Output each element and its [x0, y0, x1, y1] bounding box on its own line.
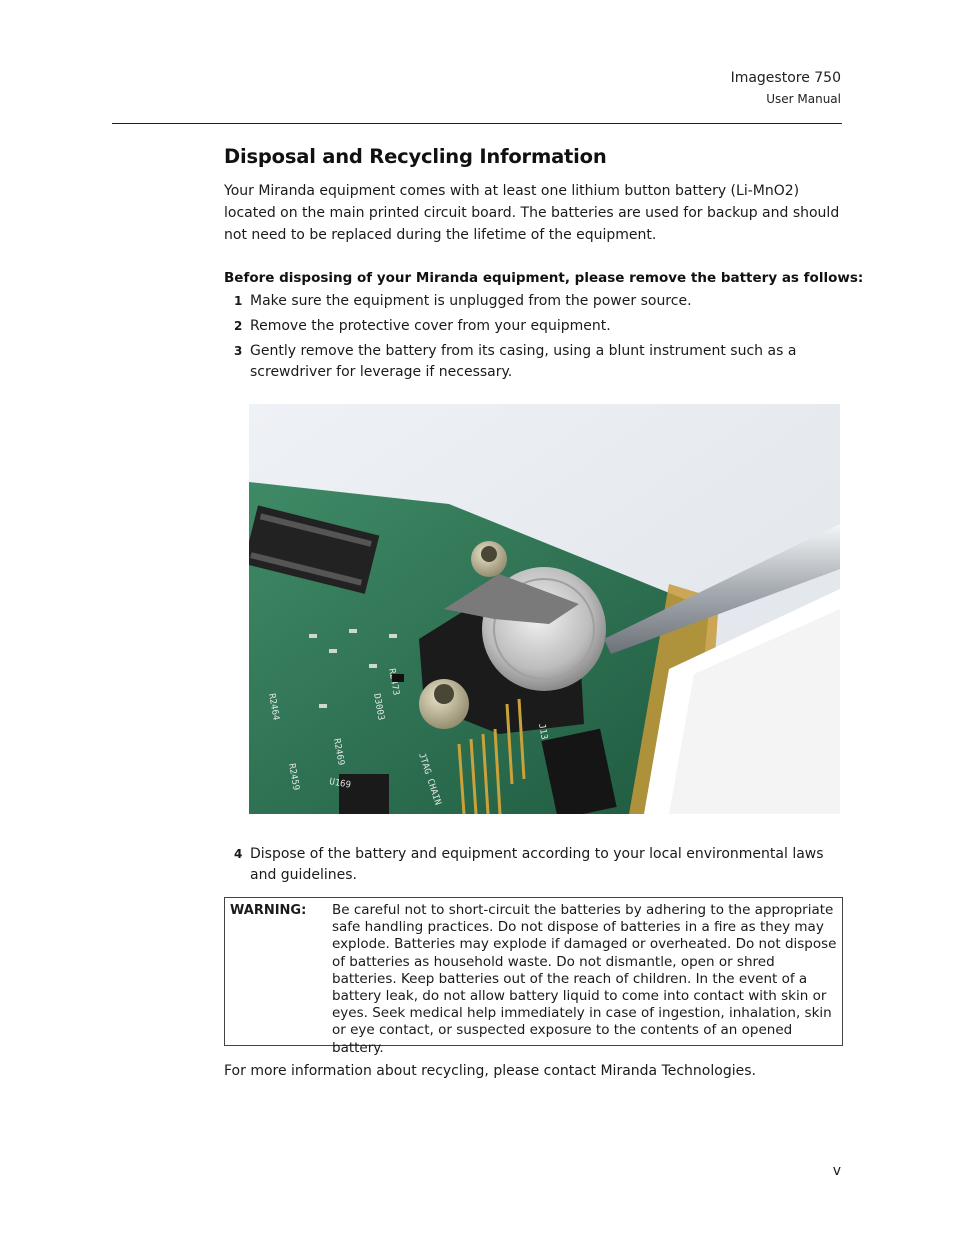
step-text: Remove the protective cover from your equipment.	[250, 318, 611, 334]
page-number: v	[832, 1163, 841, 1179]
step-text: Dispose of the battery and equipment according to your local environmental laws and guidelines.	[250, 846, 824, 883]
step-1	[224, 291, 844, 312]
photo-label: R2459	[286, 762, 301, 792]
photo-label: J13	[536, 722, 549, 741]
step-text: Make sure the equipment is unplugged from the power source.	[250, 293, 692, 309]
circuit-board-image	[249, 404, 840, 814]
photo-label: R2469	[331, 737, 346, 767]
step-number: 3	[234, 344, 243, 358]
battery-removal-photo	[249, 404, 840, 814]
warning-box	[224, 897, 843, 1056]
header-doc: User Manual	[766, 92, 841, 106]
intro-paragraph: Your Miranda equipment comes with at least one lithium button battery (Li-MnO2) located on the main printed circuit board. The batteries are used for backup and should not need to be replaced during the lifetime of the equipment.	[224, 183, 840, 243]
step-number: 2	[234, 319, 243, 333]
section-title: Disposal and Recycling Information	[224, 145, 607, 168]
procedure-lead: Before disposing of your Miranda equipment, please remove the battery as follows:	[224, 270, 864, 286]
photo-label: U169	[328, 777, 352, 791]
warning-label: WARNING:	[230, 903, 307, 918]
step-2	[224, 316, 844, 337]
recycling-contact-note: For more information about recycling, please contact Miranda Technologies.	[224, 1063, 756, 1079]
photo-label: D3003	[371, 692, 386, 722]
step-3	[224, 341, 844, 383]
photo-label: R2464	[266, 692, 281, 722]
header-rule	[112, 123, 842, 124]
step-4	[224, 844, 844, 886]
step-text: Gently remove the battery from its casing, using a blunt instrument such as a screwdriver for leverage if necessary.	[250, 343, 797, 380]
warning-text: Be careful not to short-circuit the batteries by adhering to the appropriate safe handling practices. Do not dispose of batteries in a fire as they may explode. Batteries may explode if damaged or overheated. Do not dispose of batteries as household waste. Do not dismantle, open or shred batteries. Keep batteries out of the reach of children. In the event of a battery leak, do not allow battery liquid to come into contact with skin or eyes. Seek medical help immediately in case of ingestion, inhalation, skin or eye contact, or suspected exposure to the contents of an opened battery.	[332, 902, 837, 1056]
step-number: 4	[234, 847, 243, 861]
header-product: Imagestore 750	[730, 70, 841, 86]
photo-label: JTAG CHAIN	[416, 751, 443, 807]
step-number: 1	[234, 294, 243, 308]
